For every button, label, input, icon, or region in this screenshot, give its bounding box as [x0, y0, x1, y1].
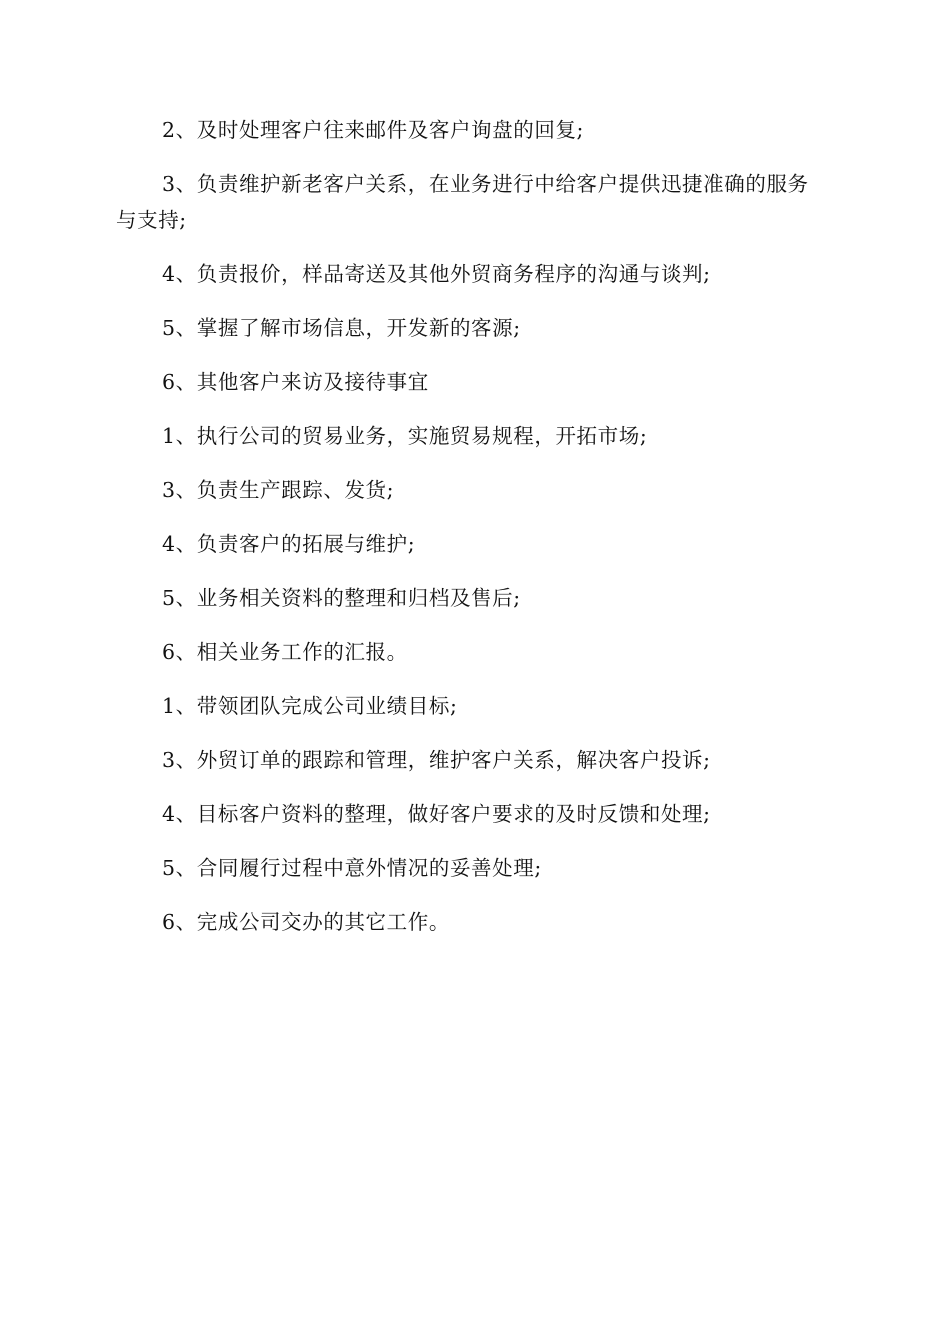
- paragraph: 4、目标客户资料的整理，做好客户要求的及时反馈和处理;: [162, 802, 711, 826]
- paragraph: 4、负责报价，样品寄送及其他外贸商务程序的沟通与谈判;: [162, 262, 711, 286]
- document-body: [116, 112, 828, 958]
- paragraph: 3、负责维护新老客户关系，在业务进行中给客户提供迅捷准确的服务与支持;: [116, 172, 809, 232]
- paragraph: 1、带领团队完成公司业绩目标;: [162, 694, 458, 718]
- paragraph: 6、完成公司交办的其它工作。: [162, 910, 450, 934]
- paragraph: 1、执行公司的贸易业务，实施贸易规程，开拓市场;: [162, 424, 648, 448]
- paragraph: 5、合同履行过程中意外情况的妥善处理;: [162, 856, 542, 880]
- paragraph: 5、业务相关资料的整理和归档及售后;: [162, 586, 521, 610]
- paragraph: 6、相关业务工作的汇报。: [162, 640, 408, 664]
- paragraph: 3、负责生产跟踪、发货;: [162, 478, 395, 502]
- paragraph: 3、外贸订单的跟踪和管理，维护客户关系，解决客户投诉;: [162, 748, 711, 772]
- paragraph: 4、负责客户的拓展与维护;: [162, 532, 416, 556]
- paragraph: 2、及时处理客户往来邮件及客户询盘的回复;: [162, 118, 585, 142]
- paragraph: 5、掌握了解市场信息，开发新的客源;: [162, 316, 521, 340]
- paragraph: 6、其他客户来访及接待事宜: [162, 370, 429, 394]
